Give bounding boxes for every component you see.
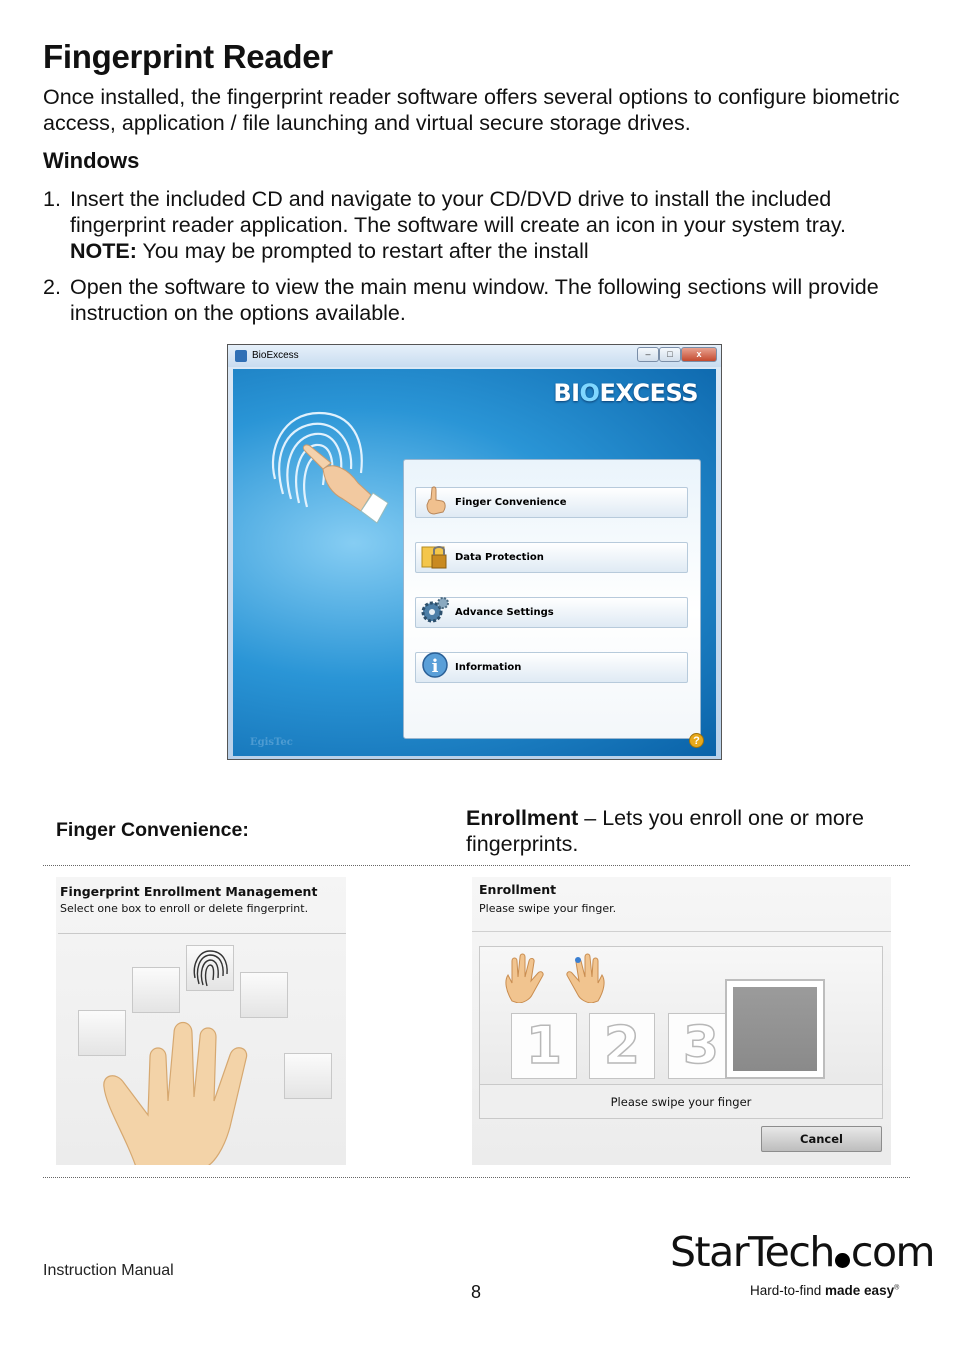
step-text: Open the software to view the main menu window. The following sections will provide instruction on the options available. [70, 275, 879, 325]
swipe-status: Please swipe your finger [479, 1084, 883, 1119]
page-title: Fingerprint Reader [43, 38, 333, 75]
divider [43, 1177, 910, 1178]
data-protection-button[interactable]: Data Protection [415, 542, 688, 573]
hands-icon [502, 953, 608, 1003]
window-titlebar [228, 345, 721, 367]
fingerprint-hand-icon [253, 399, 393, 529]
divider [43, 865, 910, 866]
enrollment-description: Enrollment – Lets you enroll one or more fingerprints. [466, 806, 864, 856]
screenshot-title: Enrollment [479, 882, 557, 897]
note-text: You may be prompted to restart after the install [136, 239, 589, 263]
swipe-count-3: 3 [668, 1013, 734, 1079]
step-number: 1. [43, 187, 61, 211]
maximize-button[interactable]: □ [659, 347, 681, 362]
footer-manual-label: Instruction Manual [43, 1262, 174, 1279]
startech-tagline: Hard-to-find made easy® [750, 1283, 900, 1298]
windows-heading: Windows [43, 148, 140, 173]
finger-slot-enrolled[interactable] [186, 945, 234, 991]
bioexcess-window [227, 344, 722, 760]
enrollment-screenshot [472, 877, 891, 1165]
advance-settings-button[interactable]: Advance Settings [415, 597, 688, 628]
cancel-button[interactable]: Cancel [761, 1126, 882, 1152]
screenshot-title: Fingerprint Enrollment Management [60, 884, 318, 899]
gears-icon [420, 594, 450, 626]
information-button[interactable]: i Information [415, 652, 688, 683]
open-hand-icon [96, 997, 306, 1165]
help-icon[interactable]: ? [689, 733, 704, 748]
enrollment-management-screenshot [56, 877, 346, 1165]
step-number: 2. [43, 275, 61, 299]
finger-slot-left-ring[interactable] [132, 967, 180, 1013]
intro-paragraph: Once installed, the fingerprint reader software offers several options to configure biometric access, application / file launching and virtual secure storage drives. [43, 85, 900, 135]
minimize-button[interactable]: – [637, 347, 659, 362]
lock-folder-icon [420, 539, 450, 571]
swipe-count-1: 1 [511, 1013, 577, 1079]
step-text: Insert the included CD and navigate to your CD/DVD drive to install the included fingerprint reader application. The software will create an icon in your system tray. [70, 187, 846, 237]
pointing-hand-icon [420, 484, 450, 516]
step-1 [43, 186, 923, 264]
app-icon [235, 350, 247, 362]
close-button[interactable]: x [681, 347, 717, 362]
svg-text:i: i [431, 656, 439, 677]
screenshot-subtitle: Please swipe your finger. [479, 902, 617, 915]
bioexcess-logo: BIOEXCESS [553, 379, 698, 407]
fingerprint-scan-preview [725, 979, 825, 1079]
finger-slot-left-pinky[interactable] [78, 1010, 126, 1056]
finger-convenience-heading: Finger Convenience: [56, 819, 249, 841]
enrollment-area [479, 946, 883, 1091]
window-title: BioExcess [252, 350, 299, 361]
startech-logo: StarTech com [670, 1228, 934, 1276]
screenshot-subtitle: Select one box to enroll or delete fingerprint. [60, 902, 309, 915]
info-icon [420, 649, 450, 681]
page-number: 8 [471, 1282, 482, 1302]
note-label: NOTE: [70, 239, 137, 263]
finger-convenience-button[interactable]: Finger Convenience [415, 487, 688, 518]
finger-slot-right-index[interactable] [240, 972, 288, 1018]
swipe-count-2: 2 [589, 1013, 655, 1079]
step-2 [43, 274, 923, 326]
window-client [233, 369, 716, 756]
egistec-brand: EgisTec [250, 737, 293, 748]
menu-panel [403, 459, 701, 739]
fingerprint-icon [187, 946, 233, 990]
finger-slot-right-ring[interactable] [284, 1053, 332, 1099]
